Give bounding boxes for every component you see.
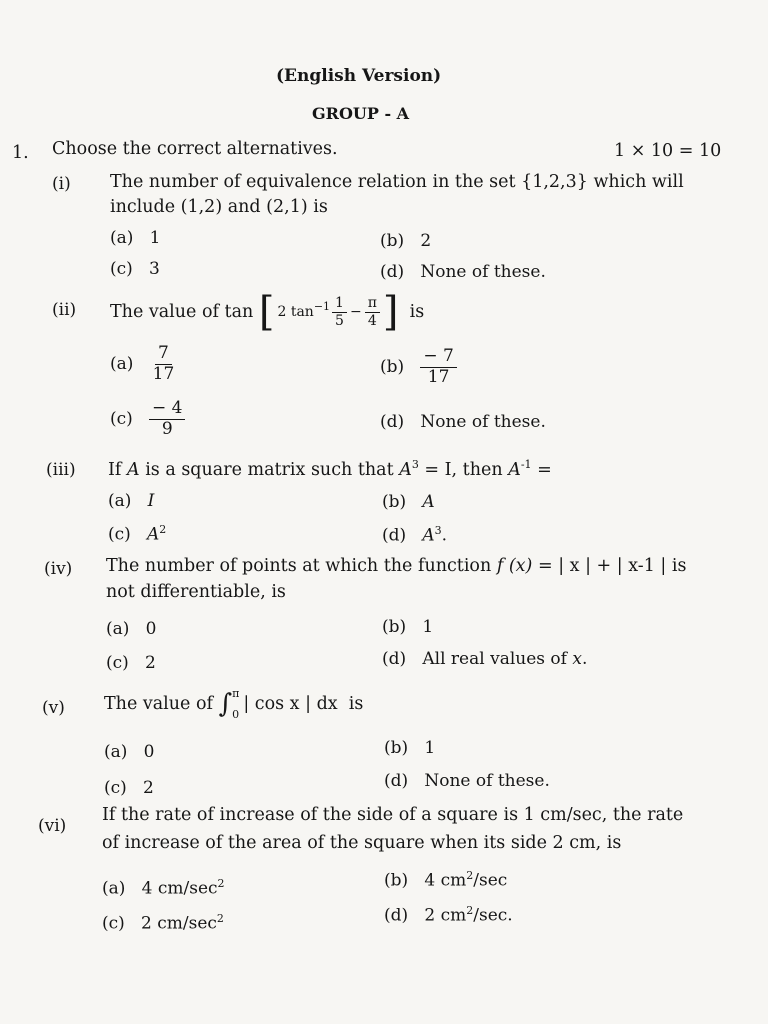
fraction-one-fifth: $\frac{1}{5}$ bbox=[332, 296, 347, 328]
option-iv-b: (b) 1 bbox=[382, 617, 434, 637]
option-vi-d: (d) 2 $cm^2/\sec$. bbox=[384, 904, 513, 926]
option-ii-a: (a) $\frac{7}{17}$ bbox=[110, 343, 175, 384]
item-label-i: (i) bbox=[52, 174, 71, 194]
option-i-d: (d) None of these. bbox=[380, 262, 546, 282]
item-iii-text: If A is a square matrix such that $A^3 = I$, then $A^{-1}$ = bbox=[108, 458, 552, 480]
item-iv-text-line1: The number of points at which the function f (x) = | x | + | x-1 | is bbox=[106, 556, 687, 576]
item-label-ii: (ii) bbox=[52, 300, 77, 320]
version-heading: (English Version) bbox=[276, 66, 442, 86]
option-vi-b: (b) 4 $cm^2/\sec$ bbox=[384, 869, 508, 891]
option-iii-b: (b) A bbox=[382, 492, 435, 512]
integral-sign: ∫ bbox=[218, 689, 233, 719]
item-iv-text-line2: not differentiable, is bbox=[106, 582, 286, 602]
option-iii-a: (a) I bbox=[108, 491, 155, 511]
item-label-vi: (vi) bbox=[38, 816, 67, 836]
option-vi-c: (c) 2 $cm/\sec^2$ bbox=[102, 912, 224, 934]
fraction-pi-fourth: $\frac{\pi}{4}$ bbox=[365, 296, 380, 328]
option-iv-a: (a) 0 bbox=[106, 619, 157, 639]
option-i-c: (c) 3 bbox=[110, 259, 160, 279]
option-i-a: (a) 1 bbox=[110, 228, 161, 248]
item-vi-text-line2: of increase of the area of the square when its side 2 cm, is bbox=[102, 833, 622, 853]
item-ii-text: The value of tan [ 2 tan −1 $\frac{1}{5}$ − $\frac{\pi}{4}$ ] is bbox=[110, 289, 425, 335]
item-label-iv: (iv) bbox=[44, 559, 73, 579]
option-v-a: (a) 0 bbox=[104, 742, 155, 762]
item-label-iii: (iii) bbox=[46, 460, 76, 480]
option-ii-b: (b) $\frac{- 7}{17}$ bbox=[380, 348, 457, 387]
option-v-c: (c) 2 bbox=[104, 778, 154, 798]
option-iii-d: (d) $A^3$. bbox=[382, 524, 448, 546]
item-label-v: (v) bbox=[42, 698, 65, 718]
option-vi-a: (a) 4 $cm/\sec^2$ bbox=[102, 877, 225, 899]
option-v-d: (d) None of these. bbox=[384, 771, 550, 791]
option-ii-d: (d) None of these. bbox=[380, 412, 546, 432]
option-iv-c: (c) 2 bbox=[106, 653, 156, 673]
item-i-text-line1: The number of equivalence relation in the set {1,2,3} which will bbox=[110, 172, 684, 192]
option-iv-d: (d) All real values of x. bbox=[382, 649, 588, 669]
option-i-b: (b) 2 bbox=[380, 231, 432, 251]
question-number: 1. bbox=[12, 143, 29, 163]
option-iii-c: (c) $A^2$ bbox=[108, 523, 167, 545]
question-marks: 1 × 10 = 10 bbox=[614, 141, 722, 161]
option-ii-c: (c) $\frac{- 4}{9}$ bbox=[110, 400, 185, 439]
question-instruction: Choose the correct alternatives. bbox=[52, 139, 338, 159]
item-v-text: The value of ∫ π 0 | cos x | dx is bbox=[104, 687, 364, 721]
group-heading: GROUP - A bbox=[312, 104, 410, 123]
item-vi-text-line1: If the rate of increase of the side of a square is 1 cm/sec, the rate bbox=[102, 805, 684, 825]
option-v-b: (b) 1 bbox=[384, 738, 436, 758]
item-i-text-line2: include (1,2) and (2,1) is bbox=[110, 197, 328, 217]
